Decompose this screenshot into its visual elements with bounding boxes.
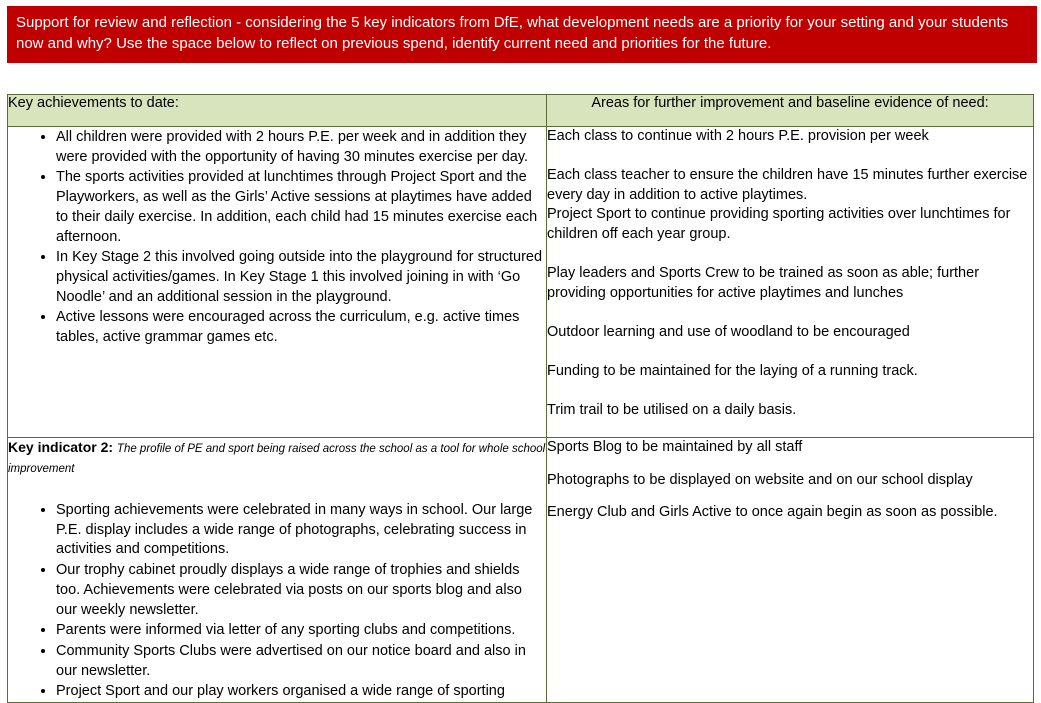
- key-indicator-heading: [8, 438, 546, 478]
- list-item: • Sporting achievements were celebrated in many ways in school. Our large P.E. display includes a wide range of photographs, celebrating success in activities and competitions.: [56, 500, 546, 560]
- improvement-line: Play leaders and Sports Crew to be trained as soon as able; further providing opportunities for active playtimes and lunches: [547, 265, 980, 301]
- improvements-cell: [547, 127, 1034, 438]
- list-item: • The sports activities provided at lunchtimes through Project Sport and the Playworkers, as well as the Girls’ Active sessions at playtimes have added to their daily exercise. In addition, each child had 15 minutes exercise each afternoon.: [56, 167, 546, 247]
- improvement-line: Project Sport to continue providing sporting activities over lunchtimes for children off each year group.: [547, 206, 1011, 242]
- improvements-cell: [547, 438, 1034, 703]
- list-item: • Parents were informed via letter of any sporting clubs and competitions.: [56, 620, 546, 641]
- header-further-improvement: Areas for further improvement and baseline evidence of need:: [547, 95, 1034, 127]
- list-item: • Project Sport and our play workers organised a wide range of sporting: [56, 681, 546, 702]
- header-key-achievements: Key achievements to date:: [8, 95, 547, 127]
- improvement-line: Outdoor learning and use of woodland to be encouraged: [547, 323, 910, 340]
- improvement-line: Energy Club and Girls Active to once again begin as soon as possible.: [547, 504, 998, 521]
- improvement-line: Sports Blog to be maintained by all staff: [547, 439, 803, 455]
- improvement-line: Each class teacher to ensure the children have 15 minutes further exercise every day in addition to active playtimes.: [547, 167, 1028, 203]
- list-item: • Community Sports Clubs were advertised on our notice board and also in our newsletter.: [56, 641, 546, 681]
- table-row: [8, 127, 1034, 438]
- indicator-table: [7, 94, 1034, 703]
- list-item: • All children were provided with 2 hours P.E. per week and in addition they were provided with the opportunity of having 30 minutes exercise per day.: [56, 127, 546, 167]
- achievements-cell: [8, 127, 547, 438]
- achievements-list: [8, 127, 546, 348]
- reflection-banner: [7, 6, 1037, 63]
- header-row: [8, 95, 1034, 127]
- list-item: • Active lessons were encouraged across the curriculum, e.g. active times tables, active grammar games etc.: [56, 307, 546, 347]
- table-row: [8, 438, 1034, 703]
- key-indicator-2-cell: [8, 438, 547, 703]
- key-indicator-description: The profile of PE and sport being raised across the school as a tool for whole school improvement: [8, 443, 546, 475]
- improvement-line: Funding to be maintained for the laying of a running track.: [547, 363, 918, 380]
- improvement-line: Trim trail to be utilised on a daily basis.: [547, 402, 797, 419]
- list-item: • Our trophy cabinet proudly displays a wide range of trophies and shields too. Achievements were celebrated via posts on our sports blog and also our weekly newsletter.: [56, 560, 546, 620]
- list-item: • In Key Stage 2 this involved going outside into the playground for structured physical activities/games. In Key Stage 1 this involved joining in with ‘Go Noodle’ and an additional session in the playground.: [56, 247, 546, 307]
- improvement-line: Each class to continue with 2 hours P.E. provision per week: [547, 128, 929, 144]
- banner-text: Support for review and reflection - considering the 5 key indicators from DfE, what development needs are a priority for your setting and your students now and why? Use the space below to reflect on previous spend, identify current need and priorities for the future.: [16, 14, 1009, 52]
- improvement-line: Photographs to be displayed on website and on our school display: [547, 471, 973, 488]
- key-indicator-label: Key indicator 2:: [8, 439, 114, 455]
- achievements-list: [8, 500, 546, 702]
